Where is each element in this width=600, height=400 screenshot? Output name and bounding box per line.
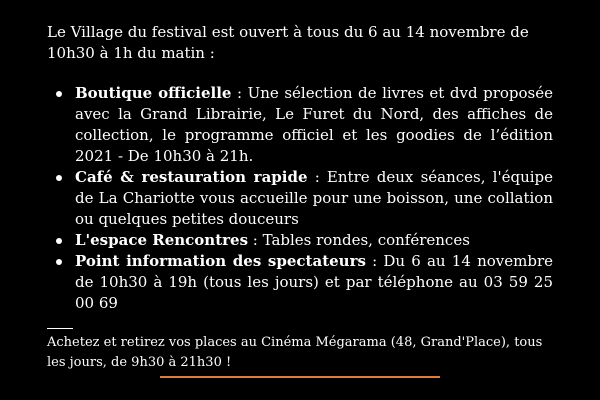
list-item-boutique	[75, 83, 553, 167]
bullet-icon	[56, 259, 62, 265]
feature-title: Boutique officielle	[75, 84, 232, 102]
feature-text: : Entre deux séances, l'équipe de La Chariotte vous accueille pour une boisson, une collation ou quelques petites douceurs	[75, 168, 553, 228]
feature-text: : Tables rondes, conférences	[248, 231, 470, 249]
list-item-information	[75, 251, 553, 314]
divider	[47, 328, 73, 329]
list-item-cafe	[75, 167, 553, 230]
feature-text: : Une sélection de livres et dvd proposée avec la Grand Librairie, Le Furet du Nord, des affiches de collection, le programme officiel et les goodies de l’édition 2021 - De 10h30 à 21h.	[75, 84, 553, 165]
feature-title: Point information des spectateurs	[75, 252, 366, 270]
intro-text: Le Village du festival est ouvert à tous du 6 au 14 novembre de 10h30 à 1h du matin :	[47, 23, 529, 62]
bullet-icon	[56, 238, 62, 244]
feature-title: Café & restauration rapide	[75, 168, 308, 186]
features-list	[47, 83, 553, 314]
footer-note: Achetez et retirez vos places au Cinéma Mégarama (48, Grand'Place), tous les jours, de 9h30 à 21h30 !	[47, 335, 543, 370]
list-item-rencontres	[75, 230, 553, 251]
feature-title: L'espace Rencontres	[75, 231, 249, 249]
bullet-icon	[56, 91, 62, 97]
feature-text: : Du 6 au 14 novembre de 10h30 à 19h (tous les jours) et par téléphone au 03 59 25 00 69	[75, 252, 553, 312]
bullet-icon	[56, 175, 62, 181]
accent-divider	[160, 376, 440, 378]
festival-info	[47, 22, 553, 373]
